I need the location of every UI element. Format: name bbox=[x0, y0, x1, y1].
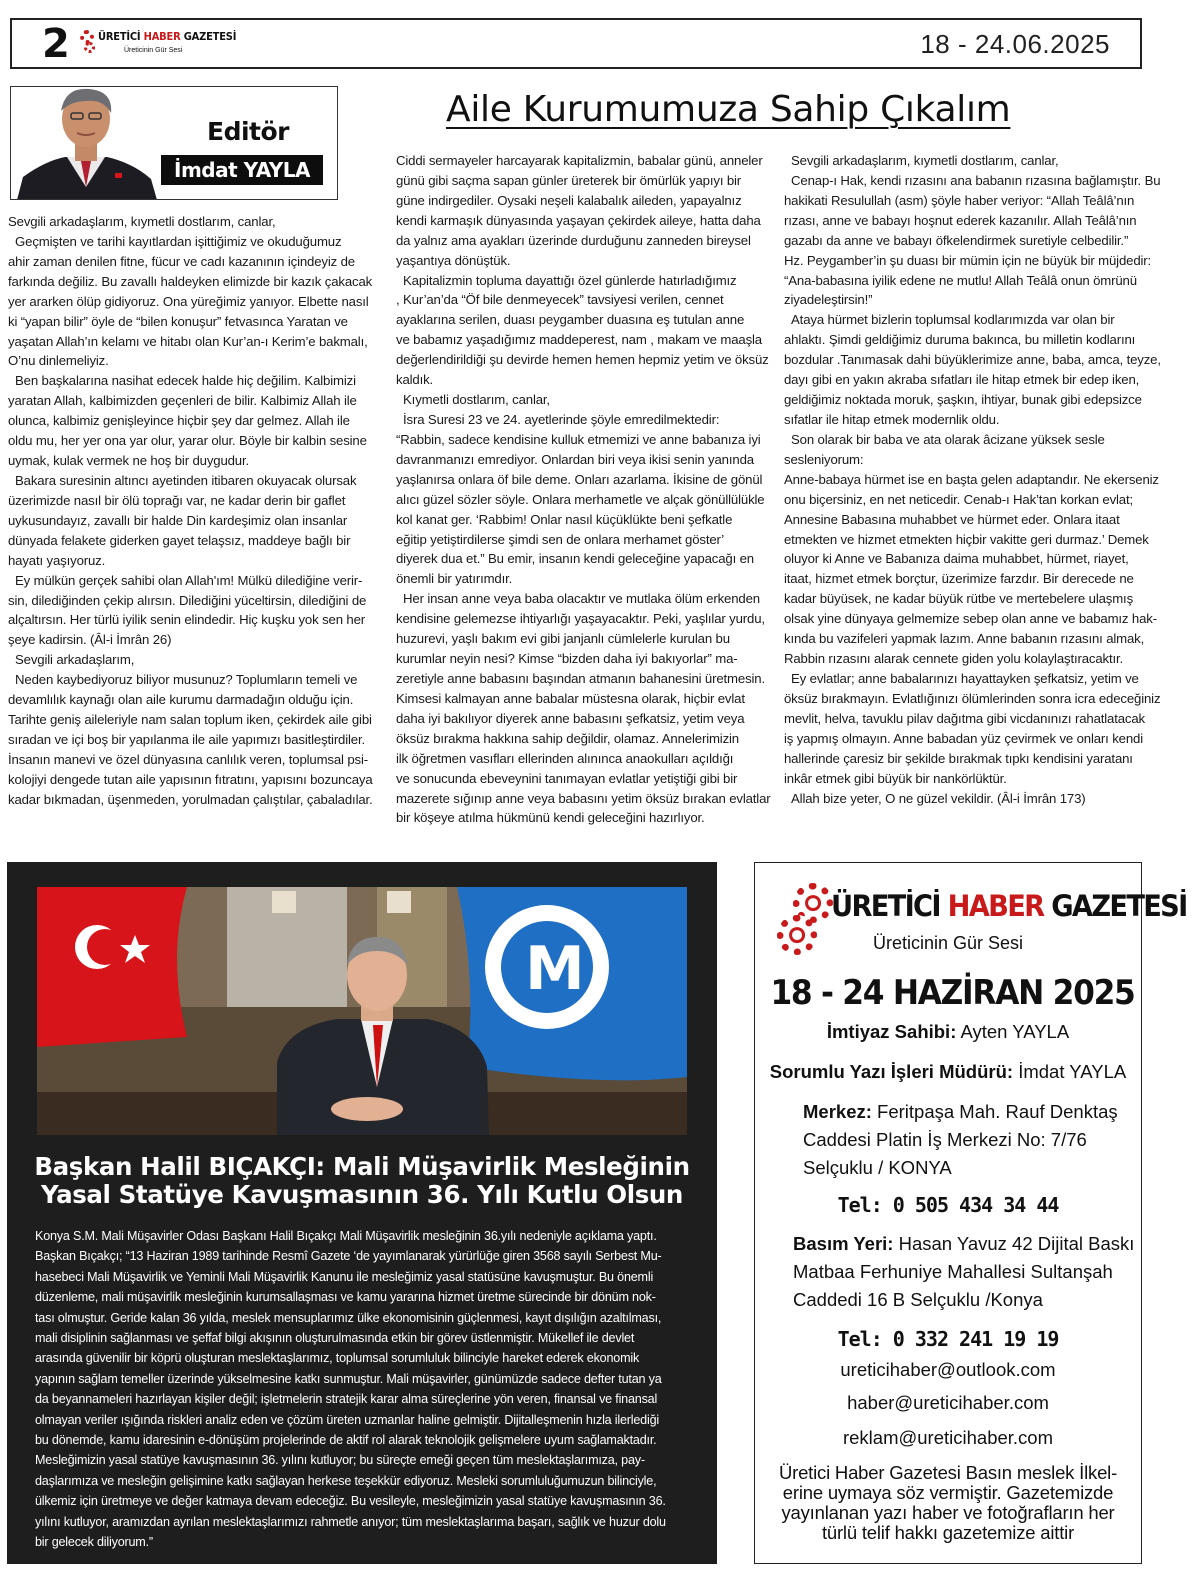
editor-name: İmdat YAYLA bbox=[161, 155, 323, 185]
article-text-line: eğitip yetiştirdilerse şimdi sen de onlara merhamet göster’ bbox=[396, 531, 725, 547]
article-text-line: Sevgili arkadaşlarım, kıymetli dostlarım, canlar, bbox=[8, 214, 276, 229]
article-text-line: Geçmişten ve tarihi kayıtlardan işittiğimiz ve okuduğumuz bbox=[8, 233, 342, 249]
article-text-line: öksüz bırakmayın. Evlatlığınızı ölümlerinden sonra icra edeceğiniz bbox=[784, 690, 1161, 706]
article-text-line: kendisine gelemezse ihtiyarlığı yaşayacaktır. Peki, yaşlılar yurdu, bbox=[396, 611, 765, 627]
news-text-line: bu dönemde, kamu idaresinin e-dönüşüm projelerinde de aktif rol alarak teknolojik gelişmelere uyum sağlamaktadır. bbox=[35, 1433, 657, 1448]
article-text-line: yer ararken ölüp gidiyoruz. Ona yüreğimiz yanıyor. Elbette nasıl bbox=[8, 293, 369, 309]
article-text-line: dayı gibi en yakın akraba sıfatları ile hitap etmek bir edep iken, bbox=[784, 372, 1140, 388]
footer-text-line: Üretici Haber Gazetesi Basın meslek İlkel- bbox=[778, 1462, 1118, 1483]
email-3[interactable]: reklam@ureticihaber.com bbox=[842, 1427, 1054, 1448]
article-text-line: bir köşeye atılma hükmünü kendi geleceğini hazırlıyor. bbox=[396, 810, 705, 826]
article-text-line: İnsanın manevi ve özel dünyasına canlılık veren, toplumsal psi- bbox=[8, 751, 368, 767]
article-text-line: Anne-babaya hürmet ise en başta gelen adaptandır. Ne ekerseniz bbox=[784, 471, 1159, 487]
phone-1: Tel: 0 505 434 34 44 bbox=[837, 1193, 1059, 1217]
article-text-line: farkında değiliz. Bu zavallı haldeyken elimizde bir kazık çakacak bbox=[8, 273, 373, 289]
article-text-line: zeretiyle anne babasını başından atmanın bahanesini üretmesin. bbox=[396, 670, 765, 686]
article-text-line: güne indirgediler. Oysaki neşeli kalabalık aileden, yapayalnız bbox=[396, 192, 742, 208]
page-number: 2 bbox=[42, 21, 70, 67]
article-text-line: kolojiyi dengede tutan aile yapısının fıtratını, yapısını bozuncaya bbox=[8, 771, 373, 787]
article-text-line: ahir zaman denilen fitne, fücur ve cadı kazanının içindeyiz de bbox=[8, 253, 355, 269]
article-text-line: kaldık. bbox=[396, 372, 434, 388]
gear-icon bbox=[84, 42, 95, 53]
hq-line-1: Merkez: Feritpaşa Mah. Rauf Denktaş bbox=[803, 1101, 1118, 1122]
article-text-line: Annesine Babasına muhabbet ve hürmet eder. Onlara itaat bbox=[784, 511, 1120, 527]
article-text-line: geldiğimiz noktada moruk, şaşkın, ihtiyar, bunak gibi edepsizce bbox=[784, 392, 1142, 408]
footer-text-line: erine uymaya söz vermiştir. Gazetemizde bbox=[782, 1482, 1114, 1503]
news-text-line: daşlarımıza ve mesleğin gelişimine katkı sağlayan herkese teşekkür ediyoruz. Mesleki sorumluluğumuzun bilinciyle, bbox=[35, 1473, 657, 1488]
article-text-line: daha iyi bakılıyor diyerek anne babasını şefkatsiz, yetim veya bbox=[396, 710, 745, 726]
masthead-box bbox=[754, 862, 1187, 1564]
article-text-line: davranmanızı emrediyor. Onlardan biri veya ikisi senin yanında bbox=[396, 451, 754, 467]
article-text-line: Her insan anne veya baba olacaktır ve mutlaka ölüm erkenden bbox=[396, 591, 760, 607]
masthead-date: 18 - 24 HAZİRAN 2025 bbox=[770, 973, 1135, 1013]
article-text-line: hakikati Resulullah (asm) şöyle haber veriyor: “Allah Teâlâ’nın bbox=[784, 192, 1135, 208]
article-text-line: Ciddi sermayeler harcayarak kapitalizmin, babalar günü, anneler bbox=[396, 153, 763, 168]
editor-line: Sorumlu Yazı İşleri Müdürü: İmdat YAYLA bbox=[769, 1061, 1127, 1082]
article-text-line: etmekten ve hizmet etmekten hiçbir vakitte geri durmaz.’ Demek bbox=[784, 531, 1149, 547]
email-1[interactable]: ureticihaber@outlook.com bbox=[840, 1359, 1056, 1380]
article-text-line: şeye kadirsin. (Âl-i İmrân 26) bbox=[8, 632, 172, 648]
news-body bbox=[35, 1226, 695, 1553]
print-line-2: Matbaa Ferhuniye Mahallesi Sultanşah bbox=[793, 1261, 1113, 1282]
article-text-line: kadar büyüsek, ne kadar büyük rütbe ve mertebelere ulaşmış bbox=[784, 591, 1134, 607]
email-2[interactable]: haber@ureticihaber.com bbox=[847, 1392, 1049, 1413]
article-text-line: yaşatan Allah’ın kelamı ve hitabı olan Kur’an-ı Kerim’e bakmalı, bbox=[8, 333, 368, 349]
article-text-line: öksüz bırakma hakkına sahip değildir, olamaz. Annelerimizin bbox=[396, 730, 739, 746]
print-line-1: Basım Yeri: Hasan Yavuz 42 Dijital Baskı bbox=[793, 1233, 1135, 1254]
svg-text:M: M bbox=[525, 934, 585, 1004]
article-text-line: ziyadeleştirsin!” bbox=[784, 292, 873, 308]
news-text-line: Başkan Bıçakçı; “13 Haziran 1989 tarihinde Resmî Gazete ‘de yayımlanarak yürürlüğe giren 3568 sayılı Serbest Mu- bbox=[35, 1249, 662, 1264]
article-text-line: inkâr etmek gibi büyük bir nankörlüktür. bbox=[784, 770, 1007, 786]
news-text-line: yılını kutluyor, aramızdan ayrılan meslektaşlarımızı rahmetle anıyor; tüm meslektaşlarıma başarı, sağlık ve huzur dolu bbox=[35, 1514, 666, 1529]
article-text-line: Kapitalizmin topluma dayattığı özel günlerde hatırladığımız bbox=[396, 272, 737, 288]
header-logo bbox=[80, 28, 237, 60]
article-text-line: sıfatlar ile hitap etmek modernlik oldu. bbox=[784, 411, 1000, 427]
footer-text-line: türlü telif hakkı gazetemize aittir bbox=[821, 1522, 1075, 1543]
page-header bbox=[10, 18, 1142, 69]
print-line-3: Caddedi 16 B Selçuklu /Konya bbox=[793, 1289, 1043, 1310]
article-text-line: “Ana-babasına iyilik edene ne mutlu! Allah Teâlâ onun ömrünü bbox=[784, 272, 1137, 288]
article-text-line: , Kur’an’da “Öf bile denmeyecek” tavsiyesi verilen, cennet bbox=[396, 292, 724, 308]
editor-portrait bbox=[15, 87, 157, 200]
article-text-line: olunca, kalbimiz genişleyince hiçbir şey dar gelmez. Allah ile bbox=[8, 413, 350, 429]
issue-date: 18 - 24.06.2025 bbox=[920, 29, 1110, 59]
article-text-line: da yalnız ama ayakları üzerinde durduğunu zanneden bireysel bbox=[396, 232, 751, 248]
news-text-line: da beyannameleri hazırlayan kişiler değil; işletmelerin stratejik karar alma süreçlerine yön veren, finansal ve finansal bbox=[35, 1392, 658, 1407]
article-text-line: yaratan Allah, kalbimizden geçenleri de bilir. Kalbimiz Allah ile bbox=[8, 393, 357, 409]
article-text-line: kol kanat ger. ‘Rabbim! Onlar nasıl küçüklükte beni şefkatle bbox=[396, 511, 733, 527]
article-text-line: yaşantıya dönüştük. bbox=[396, 252, 511, 268]
article-text-line: uykusundayız, zavallı bir halde Din kardeşimiz olan insanlar bbox=[8, 512, 348, 528]
news-text-line: hasebeci Mali Müşavirlik ve Yeminli Mali Müşavirlik Kanunu ile mesleğimiz yasal statüsüne kavuşmuştur. Bu önemli bbox=[35, 1269, 654, 1284]
article-text-line: bozdular .Tanımasak dahi büyüklerimize anne, baba, amca, teyze, bbox=[784, 352, 1161, 368]
article-text-line: Kimsesi kalmayan anne babalar müstesna olarak, hiçbir evlat bbox=[396, 690, 745, 706]
article-text-line: hayatı yaşıyoruz. bbox=[8, 552, 106, 568]
article-text-line: onu biçersiniz, en net neticedir. Cenab-ı Hak’tan korkan evlat; bbox=[784, 491, 1134, 507]
article-text-line: Ey evlatlar; anne babalarınızı hayattayken şefkatsiz, yetim ve bbox=[784, 670, 1139, 686]
masthead-footer bbox=[755, 1463, 1141, 1543]
article-text-line: Ey mülkün gerçek sahibi olan Allah'ım! Mülkü dilediğine verir- bbox=[8, 572, 363, 588]
article-text-line: mazerete sığınıp anne veya babasını yetim öksüz bırakan evlatlar bbox=[396, 790, 771, 806]
article-text-line: kadar bıkmadan, üşenmeden, yorulmadan çalıştılar, çabaladılar. bbox=[8, 791, 373, 807]
news-text-line: olmayan veriler ışığında riskleri analiz eden ve çözüm üreten uzmanlar haline gelmiştir. Dijitalleşmenin hızla ilerlediği bbox=[35, 1412, 659, 1427]
article-text-line: alçaltırsın. Her türlü iyilik senin elindedir. Hiç kuşku yok sen her bbox=[8, 612, 366, 628]
article-text-line: hallerinde çaresiz bir şekilde bırakmak tıpkı kendisini yaratanı bbox=[784, 750, 1133, 766]
article-text-line: itaat, hizmet etmek borçtur, üzerimize farzdır. Bir derecede ne bbox=[784, 571, 1134, 587]
article-text-line: devamlılık kaynağı olan aile kurumu darmadağın olduğu için. bbox=[8, 692, 354, 708]
article-text-line: olsak yine dünyaya gelmemize sebep olan anne ve babamız hak- bbox=[784, 611, 1157, 627]
news-text-line: arasında güvenilir bir köprü oluşturan meslektaşlarımız, toplumsal sorumluluk bilinciyle hareket ederek ekonomik bbox=[35, 1351, 640, 1366]
article-text-line: ki “yapan bilir” öyle de “bilen konuşur” fetvasınca Yaratan ve bbox=[8, 313, 348, 329]
news-text-line: yapının sağlam temeller üzerinde yükselmesine katkı sunmuştur. Mali müşavirler, günümüzde sadece defter tutan ya bbox=[35, 1371, 662, 1386]
article-text-line: üzerimizde nasıl bir ölü toprağı var, ne kadar derin bir gaflet bbox=[8, 492, 346, 508]
editor-byline bbox=[10, 86, 338, 200]
article-text-line: rızası, anne ve babayı hoşnut ederek kazanılır. Allah Teâlâ’nın bbox=[784, 212, 1137, 228]
article-text-line: sıradan ve içi boş bir yapılanma ile aile yapımızı basitleştirdiler. bbox=[8, 731, 366, 747]
news-text-line: tası olmuştur. Geride kalan 36 yılda, meslek mensuplarımız ülke ekonomisinin güçlenmesi, kayıt dışılığın azaltılması, bbox=[35, 1310, 662, 1325]
news-text-line: bir gelecek diliyorum.” bbox=[35, 1535, 153, 1550]
article-text-line: oluyor ki Anne ve Babanıza daima muhabbet, hürmet, riayet, bbox=[784, 551, 1129, 567]
hq-line-2: Caddesi Platin İş Merkezi No: 7/76 bbox=[803, 1129, 1087, 1150]
header-logo-subtitle: Üreticinin Gür Sesi bbox=[124, 47, 183, 54]
article-text-line: gazabı da anne ve babayı öfkelendirmek suretiyle celbedilir.” bbox=[784, 232, 1129, 248]
article-text-line: ilk öğretmen vasıfları ellerinden alınınca anaokulları açıldığı bbox=[396, 750, 734, 766]
article-text-line: diyerek dua et.” Bu emir, insanın kendi geleceğine yapacağı en bbox=[396, 551, 754, 567]
article-text-line: uymak, kulak vermek ne hoş bir duygudur. bbox=[8, 453, 250, 469]
article-text-line: Ataya hürmet bizlerin toplumsal kodlarımızda var olan bir bbox=[784, 312, 1115, 328]
article-text-line: yaşlanırsa onlara öf bile deme. Onları azarlama. İkisine de gönül bbox=[396, 471, 763, 487]
article-text-line: ve babamız yaşadığımız maddeperest, nam , makam ve maaşla bbox=[396, 332, 762, 348]
article-text-line: Cenap-ı Hak, kendi rızasını ana babanın rızasına bağlamıştır. Bu bbox=[784, 172, 1161, 188]
article-text-line: “Rabbin, sadece kendisine kulluk etmemizi ve anne babanıza iyi bbox=[396, 431, 761, 447]
article-text-line: sesleniyorum: bbox=[784, 451, 864, 467]
article-text-line: Tarihte geniş aileleriyle nam salan toplum iken, çekirdek aile gibi bbox=[8, 712, 372, 728]
owner-line: İmtiyaz Sahibi: Ayten YAYLA bbox=[826, 1021, 1070, 1042]
article-text-line: Rabbin rızasını alarak cennete giden yolu kolaylaştıracaktır. bbox=[784, 651, 1124, 667]
article-text-line: sin, dilediğinden çekip alırsın. Dilediğini yüceltirsin, dilediğini de bbox=[8, 592, 367, 608]
article-text-line: ayaklarına serilen, duası peygamber duasına eş tutulan anne bbox=[396, 312, 745, 328]
editor-label: Editör bbox=[207, 117, 289, 146]
article-text-line: kında bu vazifeleri yapmak lazım. Anne babanın rızasını almak, bbox=[784, 631, 1145, 647]
hq-line-3: Selçuklu / KONYA bbox=[803, 1157, 952, 1178]
article-column-2 bbox=[396, 151, 771, 828]
article-text-line: Sevgili arkadaşlarım, kıymetli dostlarım, canlar, bbox=[784, 153, 1059, 168]
news-title-line2: Yasal Statüye Kavuşmasının 36. Yılı Kutlu Olsun bbox=[41, 1180, 683, 1209]
article-text-line: huzurevi, yaşlı bakım evi gibi janjanlı cümlelerle kurulan bu bbox=[396, 631, 730, 647]
article-text-line: oldu mu, her yer ona yar olur, yarar olur. Böyle bir kalbin sesine bbox=[8, 433, 367, 449]
article-text-line: ve sonucunda ebeveynini tanımayan evlatlar yetiştiği gibi bir bbox=[396, 770, 738, 786]
article-text-line: Sevgili arkadaşlarım, bbox=[8, 652, 135, 668]
news-text-line: düzenleme, mali müşavirlik mesleğinin kurumsallaşması ve kamu yararına hizmet üretme sürecinde bir dönüm nok- bbox=[35, 1290, 656, 1305]
article-text-line: Neden kaybediyoruz biliyor musunuz? Toplumların temeli ve bbox=[8, 672, 358, 688]
article-text-line: dünyada felakete giderken gayet telaşsız, maddeye bağlı bir bbox=[8, 532, 351, 548]
masthead-logo: ÜRETİCİ HABER GAZETESİ bbox=[831, 889, 1187, 923]
news-photo bbox=[37, 887, 687, 1135]
article-text-line: iş yapmış olmayın. Anne babadan yüz çevirmek ve onları kendi bbox=[784, 730, 1143, 746]
article-column-3 bbox=[784, 151, 1161, 808]
article-text-line: kendi karmaşık dünyasında yaşayan çekirdek aileye, hatta daha bbox=[396, 212, 761, 228]
article-text-line: Kıymetli dostlarım, canlar, bbox=[396, 392, 550, 408]
article-text-line: alıcı güzel sözler söyle. Onlara merhametle ve alçak gönüllülükle bbox=[396, 491, 765, 507]
article-column-1 bbox=[8, 212, 373, 810]
article-text-line: ahlaktı. Şimdi geldiğimiz duruma bakınca, bu milletin kodlarını bbox=[784, 332, 1136, 348]
header-logo-title: ÜRETİCİ HABER GAZETESİ bbox=[98, 30, 237, 43]
news-text-line: Mesleğimizin yasal statüye kavuşmasının 36. yılını kutluyor; bu süreçte emeği geçen tüm meslektaşlarımıza, pay- bbox=[35, 1453, 645, 1468]
article-text-line: Bakara suresinin altıncı ayetinden itibaren okuyacak olursak bbox=[8, 472, 357, 488]
phone-2: Tel: 0 332 241 19 19 bbox=[837, 1327, 1059, 1351]
article-text-line: Allah bize yeter, O ne güzel vekildir. (Âl-i İmrân 173) bbox=[784, 790, 1086, 806]
article-text-line: kurumlar neyin nesi? Kimse “bizden daha iyi bakıyorlar” ma- bbox=[396, 651, 738, 667]
news-text-line: ülkemiz için üretmeye ve değer katmaya devam edeceğiz. Bu vesileyle, mesleğimizin yasal statüye kavuşmasının 36. bbox=[35, 1494, 666, 1509]
news-text-line: mali disiplinin sağlanması ve şeffaf bilgi akışının oluşturulmasında etkin bir görev üstlenmiştir. Mükellef ile devlet bbox=[35, 1331, 635, 1346]
article-text-line: önemli bir yatırımdır. bbox=[396, 571, 513, 587]
article-text-line: Son olarak bir baba ve ata olarak âcizane yüksek sesle bbox=[784, 431, 1105, 447]
news-text-line: Konya S.M. Mali Müşavirler Odası Başkanı Halil Bıçakçı Mali Müşavirlik mesleğinin 36.yılı nedeniyle açıklama yaptı. bbox=[35, 1229, 657, 1243]
masthead-slogan: Üreticinin Gür Sesi bbox=[872, 933, 1024, 953]
news-title-line1: Başkan Halil BIÇAKÇI: Mali Müşavirlik Mesleğinin bbox=[34, 1152, 690, 1181]
news-block bbox=[7, 862, 717, 1564]
article-text-line: İsra Suresi 23 ve 24. ayetlerinde şöyle emredilmektedir: bbox=[396, 411, 720, 427]
footer-text-line: yayınlanan yazı haber ve fotoğrafların her bbox=[781, 1502, 1115, 1523]
article-text-line: Ben başkalarına nasihat edecek halde hiç değilim. Kalbimizi bbox=[8, 373, 356, 389]
article-text-line: günü gibi saçma sapan günler üreterek bir ömürlük yapıyı bir bbox=[396, 172, 742, 188]
article-title: Aile Kurumumuza Sahip Çıkalım bbox=[446, 89, 1011, 130]
article-text-line: Hz. Peygamber’in şu duası bir mümin için ne büyük bir müjdedir: bbox=[784, 252, 1152, 268]
article-text-line: O’nu dinlemeliyiz. bbox=[8, 353, 109, 369]
article-text-line: mevlit, helva, tavuklu pilav dağıtma gibi vicdanınızı rahatlatacak bbox=[784, 710, 1146, 726]
article-text-line: değerlendirildiği şu devirde hemen hemen hepmiz yetim ve öksüz bbox=[396, 352, 769, 368]
